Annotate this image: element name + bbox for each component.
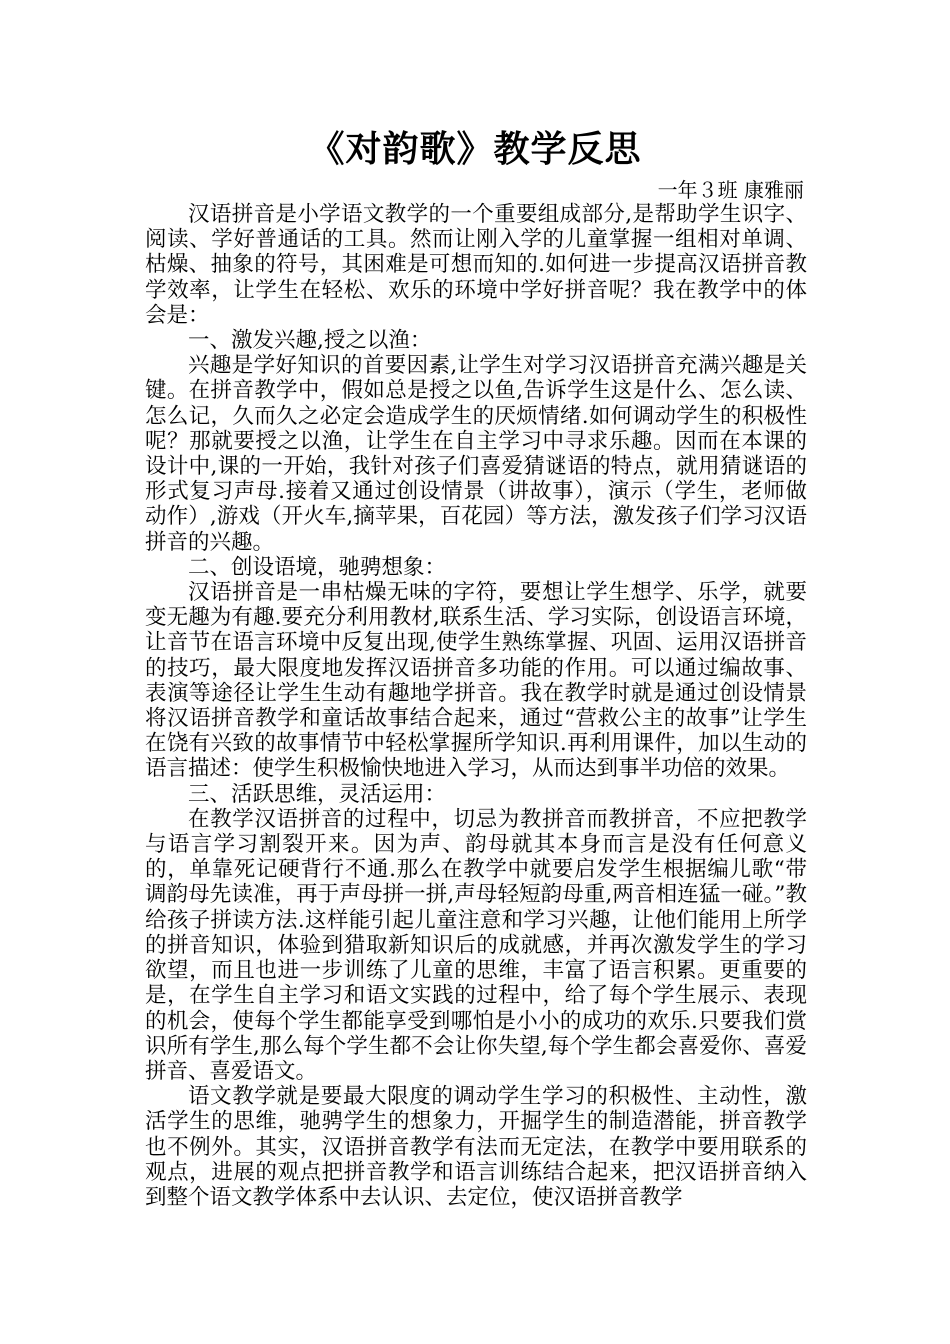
section-heading-2: 二、创设语境，驰骋想象： (188, 554, 447, 580)
author-line: 一年３班 康雅丽 (657, 178, 804, 202)
paragraph-section-2: 汉语拼音是一串枯燥无味的字符，要想让学生想学、乐学，就要变无趣为有趣.要充分利用教材,联系生活、学习实际，创设语言环境，让音节在语言环境中反复出现,使学生熟练掌握、巩固、运用汉语拼音的技巧，最大限度地发挥汉语拼音多功能的作用。可以通过编故事、表演等途径让学生生动有趣地学拼音。我在教学时就是通过创设情景将汉语拼音教学和童话故事结合起来，通过“营救公主的故事”让学生在饶有兴致的故事情节中轻松掌握所学知识.再利用课件，加以生动的语言描述：使学生积极愉快地进入学习，从而达到事半功倍的效果。 (145, 580, 807, 782)
section-heading-1: 一、激发兴趣,授之以渔： (188, 328, 432, 354)
paragraph-section-3: 在教学汉语拼音的过程中，切忌为教拼音而教拼音，不应把教学与语言学习割裂开来。因为声、韵母就其本身而言是没有任何意义的，单靠死记硬背行不通.那么在教学中就要启发学生根据编儿歌“带调韵母先读准，再于声母拼一拼,声母轻短韵母重,两音相连猛一碰。”教给孩子拼读方法.这样能引起儿童注意和学习兴趣，让他们能用上所学的拼音知识，体验到猎取新知识后的成就感，并再次激发学生的学习欲望，而且也进一步训练了儿童的思维，丰富了语言积累。更重要的是，在学生自主学习和语文实践的过程中，给了每个学生展示、表现的机会，使每个学生都能享受到哪怕是小小的成功的欢乐.只要我们赏识所有学生,那么每个学生都不会让你失望,每个学生都会喜爱你、喜爱拼音、喜爱语文。 (145, 806, 807, 1084)
paragraph-conclusion: 语文教学就是要最大限度的调动学生学习的积极性、主动性，激活学生的思维，驰骋学生的想象力，开掘学生的制造潜能，拼音教学也不例外。其实，汉语拼音教学有法而无定法，在教学中要用联系的观点，进展的观点把拼音教学和语言训练结合起来，把汉语拼音纳入到整个语文教学体系中去认识、去定位，使汉语拼音教学 (145, 1084, 807, 1210)
section-heading-3: 三、活跃思维，灵活运用： (188, 781, 447, 807)
document-body (145, 202, 807, 1210)
paragraph-intro: 汉语拼音是小学语文教学的一个重要组成部分,是帮助学生识字、阅读、学好普通话的工具。然而让刚入学的儿童掌握一组相对单调、枯燥、抽象的符号，其困难是可想而知的.如何进一步提高汉语拼音教学效率，让学生在轻松、欢乐的环境中学好拼音呢？我在教学中的体会是： (145, 202, 807, 328)
document-title: 《对韵歌》教学反思 (308, 128, 642, 170)
paragraph-section-1: 兴趣是学好知识的首要因素,让学生对学习汉语拼音充满兴趣是关键。在拼音教学中，假如总是授之以鱼,告诉学生这是什么、怎么读、怎么记，久而久之必定会造成学生的厌烦情绪.如何调动学生的积极性呢？那就要授之以渔，让学生在自主学习中寻求乐趣。因而在本课的设计中,课的一开始，我针对孩子们喜爱猜谜语的特点，就用猜谜语的形式复习声母.接着又通过创设情景（讲故事），演示（学生，老师做动作）,游戏（开火车,摘苹果，百花园）等方法，激发孩子们学习汉语拼音的兴趣。 (145, 353, 807, 555)
